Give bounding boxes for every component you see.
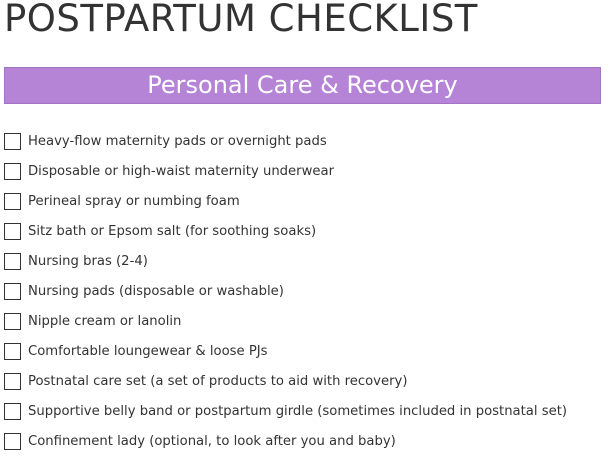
checklist-item[interactable] bbox=[4, 216, 567, 246]
checklist-item[interactable] bbox=[4, 126, 567, 156]
checkbox[interactable] bbox=[4, 133, 21, 150]
section-header: Personal Care & Recovery bbox=[4, 67, 601, 104]
checkbox[interactable] bbox=[4, 433, 21, 450]
checkbox[interactable] bbox=[4, 163, 21, 180]
checkbox[interactable] bbox=[4, 253, 21, 270]
checkbox[interactable] bbox=[4, 313, 21, 330]
checklist-item-label: Supportive belly band or postpartum girdle (sometimes included in postnatal set) bbox=[28, 403, 568, 419]
checkbox[interactable] bbox=[4, 283, 21, 300]
checklist-item[interactable] bbox=[4, 366, 567, 396]
checklist-item-label: Perineal spray or numbing foam bbox=[28, 193, 240, 209]
page-title: POSTPARTUM CHECKLIST bbox=[4, 0, 478, 40]
checklist-item-label: Nursing bras (2-4) bbox=[28, 253, 148, 269]
checklist-item-label: Postnatal care set (a set of products to aid with recovery) bbox=[28, 373, 408, 389]
checklist-item-label: Disposable or high-waist maternity underwear bbox=[28, 163, 334, 179]
checklist-item[interactable] bbox=[4, 306, 567, 336]
checkbox[interactable] bbox=[4, 403, 21, 420]
checklist-item[interactable] bbox=[4, 396, 567, 426]
checklist-item-label: Heavy-flow maternity pads or overnight pads bbox=[28, 133, 327, 149]
checklist-item[interactable] bbox=[4, 426, 567, 456]
checklist-item-label: Comfortable loungewear & loose PJs bbox=[28, 343, 268, 359]
checkbox[interactable] bbox=[4, 343, 21, 360]
checklist-item-label: Sitz bath or Epsom salt (for soothing soaks) bbox=[28, 223, 317, 239]
checklist-item-label: Confinement lady (optional, to look after you and baby) bbox=[28, 433, 396, 449]
checklist-item-label: Nursing pads (disposable or washable) bbox=[28, 283, 284, 299]
checklist-item[interactable] bbox=[4, 276, 567, 306]
checklist-item[interactable] bbox=[4, 246, 567, 276]
checklist bbox=[4, 126, 567, 456]
checklist-item[interactable] bbox=[4, 336, 567, 366]
checklist-item[interactable] bbox=[4, 156, 567, 186]
checkbox[interactable] bbox=[4, 373, 21, 390]
checkbox[interactable] bbox=[4, 193, 21, 210]
checklist-item[interactable] bbox=[4, 186, 567, 216]
checkbox[interactable] bbox=[4, 223, 21, 240]
checklist-item-label: Nipple cream or lanolin bbox=[28, 313, 182, 329]
